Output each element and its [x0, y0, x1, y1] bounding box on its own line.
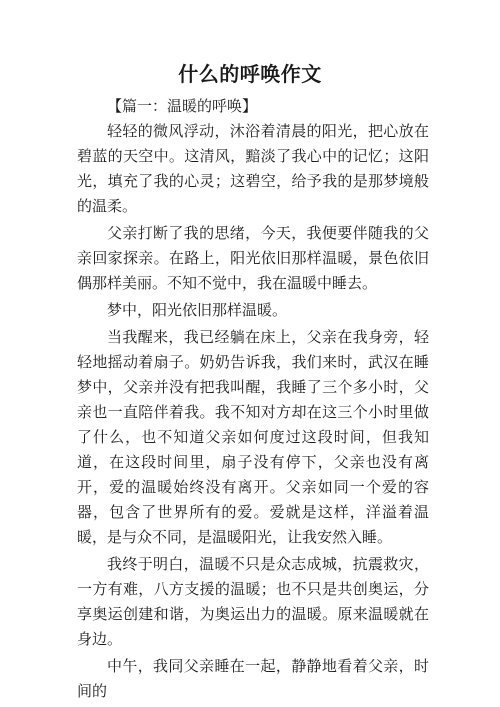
page-title: 什么的呼唤作文 — [178, 62, 322, 86]
paragraph-3: 梦中，阳光依旧那样温暖。 — [107, 301, 288, 319]
paragraph-1: 轻轻的微风浮动，沐浴着清晨的阳光，把心放在碧蓝的天空中。这清风，黯淡了我心中的记忆；这阳光，填充了我的心灵；这碧空，给予我的是那梦境般的温柔。 — [77, 122, 429, 215]
paragraph-6: 中午，我同父亲睡在一起，静静地看着父亲，时间的 — [77, 657, 429, 700]
paragraph-5: 我终于明白，温暖不只是众志成城，抗震救灾，一方有难，八方支援的温暖；也不只是共创奥运，分享奥运创建和谐，为奥运出力的温暖。原来温暖就在身边。 — [77, 555, 429, 648]
paragraph-4: 当我醒来，我已经躺在床上，父亲在我身旁，轻轻地摇动着扇子。奶奶告诉我，我们来时，武汉在睡梦中，父亲并没有把我叫醒，我睡了三个多小时，父亲也一直陪伴着我。我不知对方却在这三个小时里做了什么，也不知道父亲如何度过这段时间，但我知道，在这段时间里，扇子没有停下，父亲也没有离开，爱的温暖始终没有离开。父亲如同一个爱的容器，包含了世界所有的爱。爱就是这样，洋溢着温暖，是与众不同，是温暖阳光，让我安然入睡。 — [77, 328, 429, 546]
article-body — [77, 94, 429, 704]
section-heading: 【篇一：温暖的呼唤】 — [107, 97, 258, 115]
paragraph-2: 父亲打断了我的思绪，今天，我便要伴随我的父亲回家探亲。在路上，阳光依旧那样温暖，景色依旧偶那样美丽。不知不觉中，我在温暖中睡去。 — [77, 224, 429, 292]
